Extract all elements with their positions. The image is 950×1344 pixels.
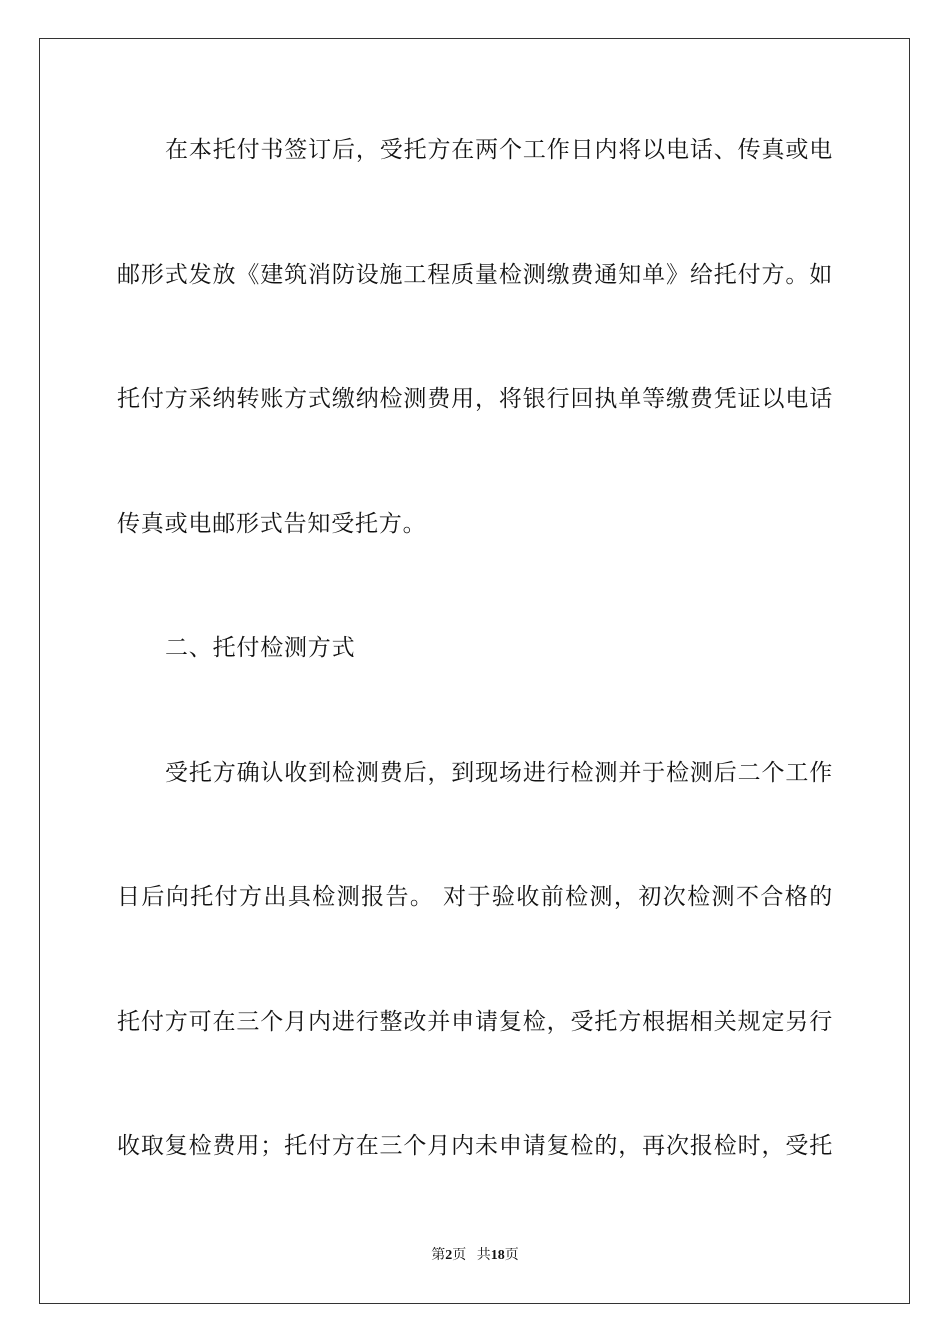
paragraph-2-line-4: 收取复检费用；托付方在三个月内未申请复检的，再次报检时，受托 — [117, 1133, 833, 1159]
page-number: 2 — [445, 1248, 453, 1263]
total-suffix: 页 — [504, 1248, 519, 1263]
paragraph-1-line-1: 在本托付书签订后，受托方在两个工作日内将以电话、传真或电 — [165, 137, 833, 163]
paragraph-2-line-3: 托付方可在三个月内进行整改并申请复检，受托方根据相关规定另行 — [117, 1009, 833, 1035]
paragraph-2-line-2: 日后向托付方出具检测报告。 对于验收前检测，初次检测不合格的 — [117, 884, 833, 910]
section-heading: 二、托付检测方式 — [165, 635, 356, 661]
page-prefix: 第 — [431, 1248, 446, 1263]
paragraph-1-line-3: 托付方采纳转账方式缴纳检测费用，将银行回执单等缴费凭证以电话 — [117, 386, 833, 412]
page-border — [39, 38, 910, 1304]
page-footer — [0, 1246, 950, 1266]
paragraph-1-line-2: 邮形式发放《建筑消防设施工程质量检测缴费通知单》给托付方。如 — [117, 262, 833, 288]
page-suffix: 页 — [452, 1248, 467, 1263]
total-pages: 18 — [490, 1248, 505, 1263]
paragraph-2-line-1: 受托方确认收到检测费后，到现场进行检测并于检测后二个工作 — [165, 760, 833, 786]
total-prefix: 共 — [476, 1248, 491, 1263]
paragraph-1-line-4: 传真或电邮形式告知受托方。 — [117, 511, 427, 537]
